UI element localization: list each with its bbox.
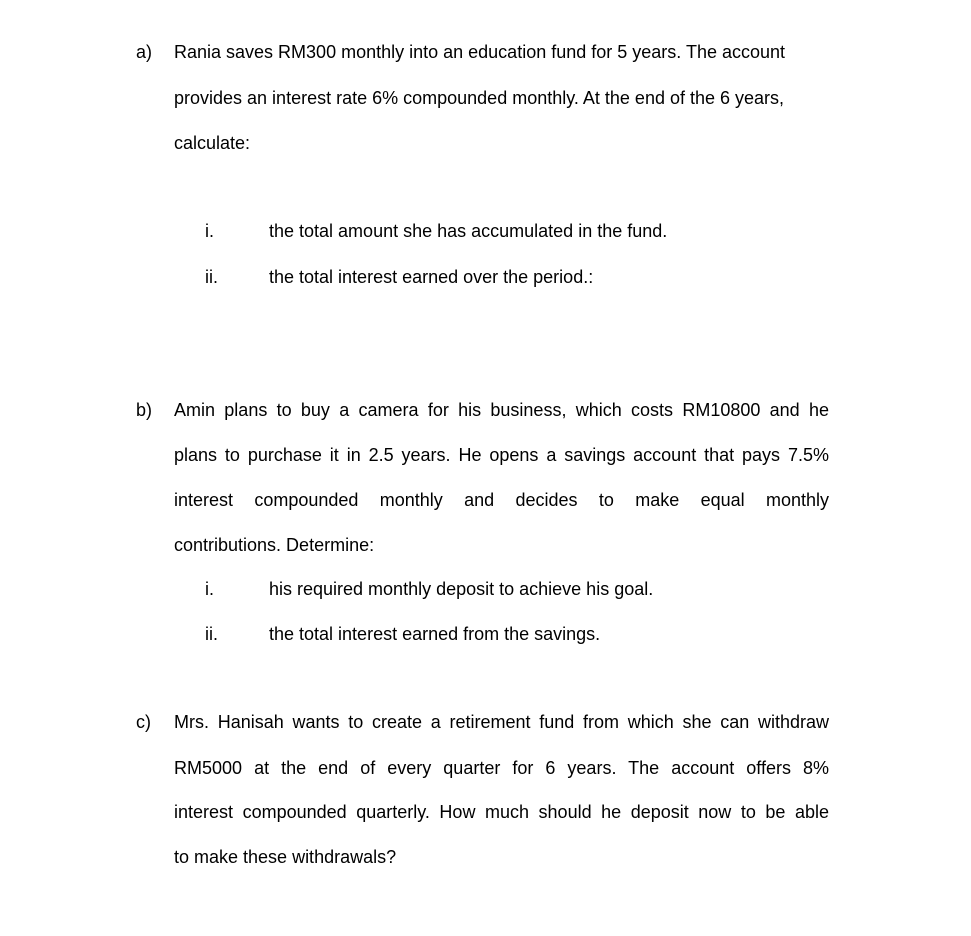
question-a-item-1-text: the total amount she has accumulated in the fund. [269, 221, 668, 241]
question-c-line-3: interest compounded quarterly. How much should he deposit now to be able [174, 802, 829, 822]
question-a-item-2-numeral: ii. [205, 267, 218, 287]
question-b-label: b) [136, 400, 153, 420]
question-a-item-1-numeral: i. [205, 221, 214, 241]
question-b-item-2-numeral: ii. [205, 624, 218, 644]
question-c-line-1: Mrs. Hanisah wants to create a retirement fund from which she can withdraw [174, 712, 829, 732]
question-c-line-2: RM5000 at the end of every quarter for 6 years. The account offers 8% [174, 758, 829, 778]
question-c-label: c) [136, 712, 151, 732]
question-b-item-1-numeral: i. [205, 579, 214, 599]
question-a-line-3: calculate: [174, 133, 251, 153]
question-a-item-2-text: the total interest earned over the period.: [269, 267, 594, 287]
question-b-line-3: interest compounded monthly and decides to make equal monthly [174, 490, 829, 510]
question-b-item-1-text: his required monthly deposit to achieve his goal. [269, 579, 654, 599]
question-b-line-4: contributions. Determine: [174, 535, 375, 555]
question-a-line-1: Rania saves RM300 monthly into an education fund for 5 years. The account [174, 42, 786, 62]
question-c-line-4: to make these withdrawals? [174, 847, 397, 867]
question-b-line-2: plans to purchase it in 2.5 years. He opens a savings account that pays 7.5% [174, 445, 829, 465]
question-b-line-1: Amin plans to buy a camera for his business, which costs RM10800 and he [174, 400, 829, 420]
question-b-item-2-text: the total interest earned from the savings. [269, 624, 601, 644]
question-a-line-2: provides an interest rate 6% compounded monthly. At the end of the 6 years, [174, 88, 785, 108]
question-a-label: a) [136, 42, 153, 62]
